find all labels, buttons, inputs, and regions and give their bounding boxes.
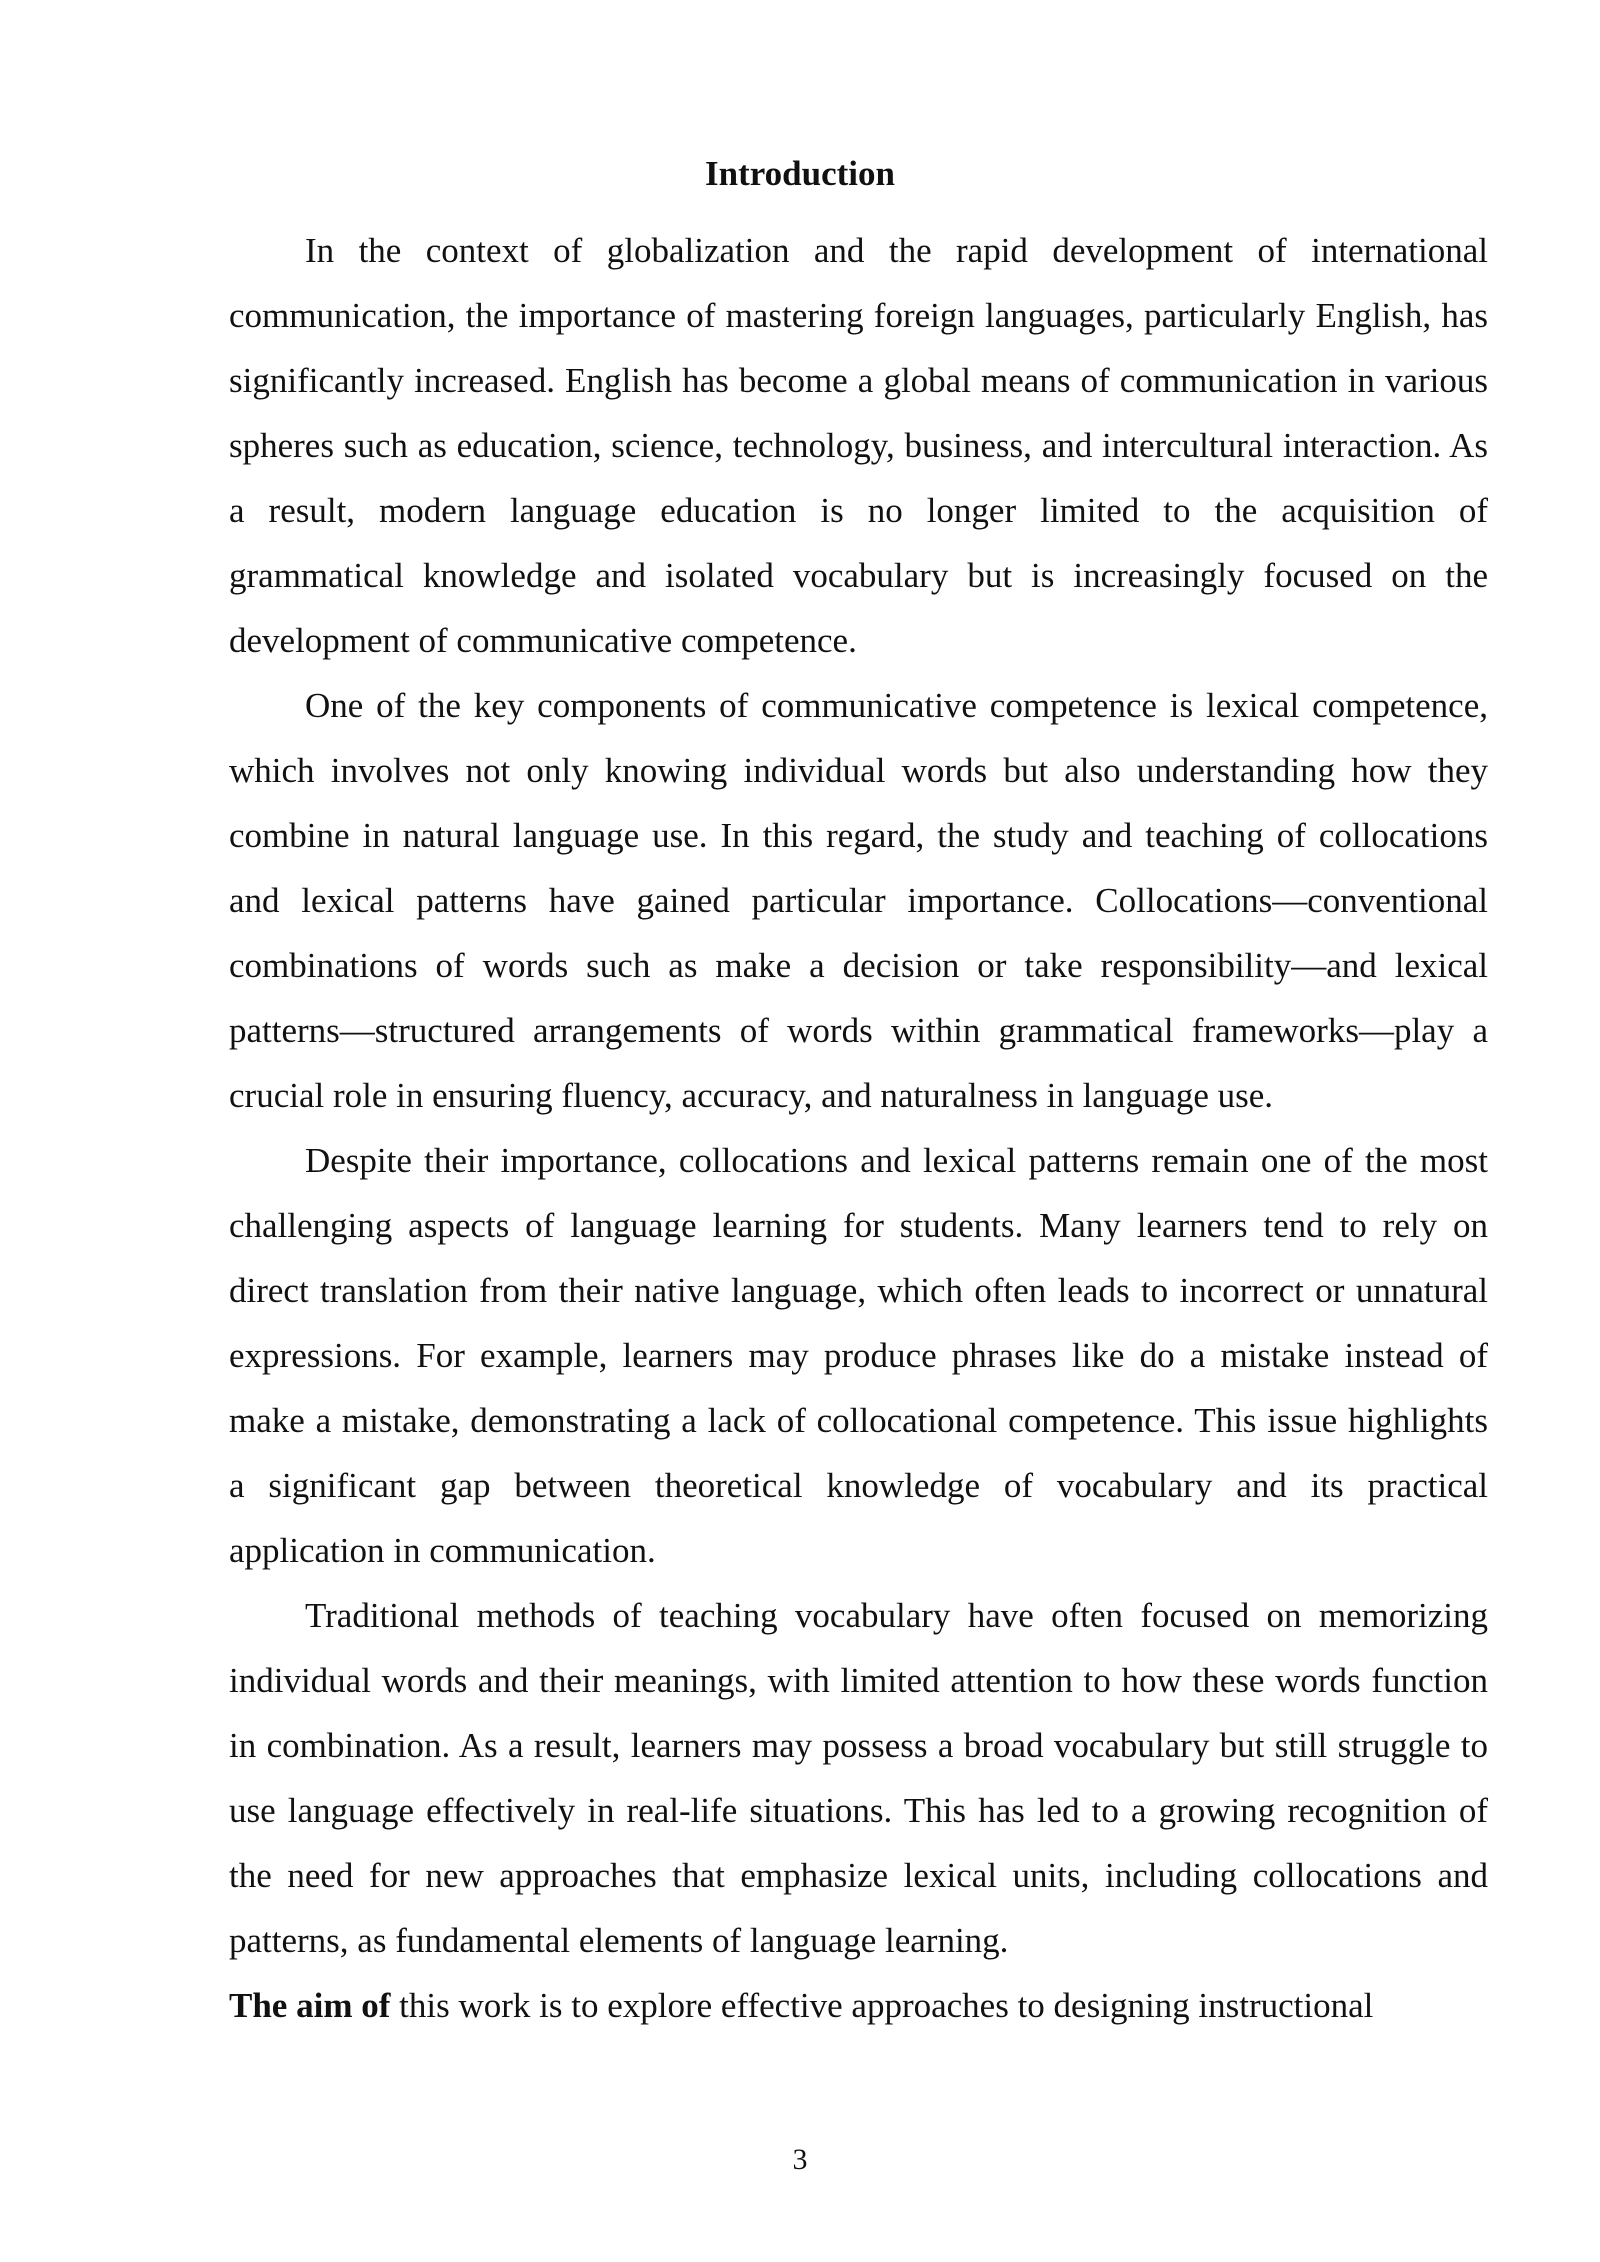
paragraph-1: In the context of globalization and the rapid development of international communication, the importance of mastering foreign languages, particularly English, has significantly increased. English has become a global means of communication in various spheres such as education, science, technology, business, and intercultural interaction. As a result, modern language education is no longer limited to the acquisition of grammatical knowledge and isolated vocabulary but is increasingly focused on the development of communicative competence. bbox=[229, 231, 1488, 660]
body-text bbox=[229, 218, 1488, 2038]
aim-bold-lead: The aim of bbox=[229, 1986, 391, 2025]
section-heading: Introduction bbox=[705, 154, 895, 193]
page-number: 3 bbox=[792, 2143, 808, 2176]
aim-paragraph bbox=[229, 1973, 1488, 2038]
paragraph-4: Traditional methods of teaching vocabulary have often focused on memorizing individual words and their meanings, with limited attention to how these words function in combination. As a result, learners may possess a broad vocabulary but still struggle to use language effectively in real-life situations. This has led to a growing recognition of the need for new approaches that emphasize lexical units, including collocations and patterns, as fundamental elements of language learning. bbox=[229, 1596, 1488, 1960]
paragraph-2: One of the key components of communicative competence is lexical competence, which involves not only knowing individual words but also understanding how they combine in natural language use. In this regard, the study and teaching of collocations and lexical patterns have gained particular importance. Collocations—conventional combinations of words such as make a decision or take responsibility—and lexical patterns—structured arrangements of words within grammatical frameworks—play a crucial role in ensuring fluency, accuracy, and naturalness in language use. bbox=[229, 686, 1488, 1115]
paragraph-3: Despite their importance, collocations and lexical patterns remain one of the most challenging aspects of language learning for students. Many learners tend to rely on direct translation from their native language, which often leads to incorrect or unnatural expressions. For example, learners may produce phrases like do a mistake instead of make a mistake, demonstrating a lack of collocational competence. This issue highlights a significant gap between theoretical knowledge of vocabulary and its practical application in communication. bbox=[229, 1141, 1488, 1570]
aim-text: this work is to explore effective approaches to designing instructional bbox=[390, 1986, 1374, 2025]
